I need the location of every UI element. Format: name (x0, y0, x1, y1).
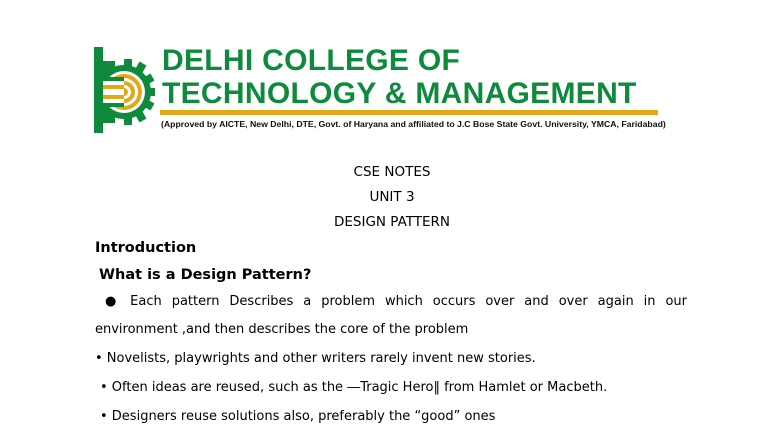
paragraph-1 (95, 294, 687, 309)
college-logo (94, 47, 156, 133)
paragraph-1-continuation: environment ,and then describes the core of the problem (95, 322, 469, 337)
paragraph-1-text: Each pattern Describes a problem which occurs over and over again in our (130, 294, 687, 309)
unit-title: UNIT 3 (369, 189, 415, 205)
bullet-icon: ● (105, 294, 123, 309)
header-divider (160, 110, 658, 115)
college-name (162, 44, 637, 110)
college-name-line2: TECHNOLOGY & MANAGEMENT (162, 77, 637, 110)
section-heading: Introduction (95, 240, 197, 256)
approval-text: (Approved by AICTE, New Delhi, DTE, Govt. of Haryana and affiliated to J.C Bose State Govt. University, YMCA, Faridabad) (161, 119, 666, 129)
topic-title: DESIGN PATTERN (333, 214, 451, 230)
bullet-item-2: • Novelists, playwrights and other writers rarely invent new stories. (95, 351, 536, 366)
bullet-item-3: • Often ideas are reused, such as the ―Tragic Hero‖ from Hamlet or Macbeth. (100, 380, 608, 395)
section-subheading: What is a Design Pattern? (99, 267, 312, 283)
bullet-item-4: • Designers reuse solutions also, preferably the “good” ones (100, 409, 496, 424)
notes-title: CSE NOTES (353, 164, 431, 180)
college-name-line1: DELHI COLLEGE OF (162, 44, 461, 77)
